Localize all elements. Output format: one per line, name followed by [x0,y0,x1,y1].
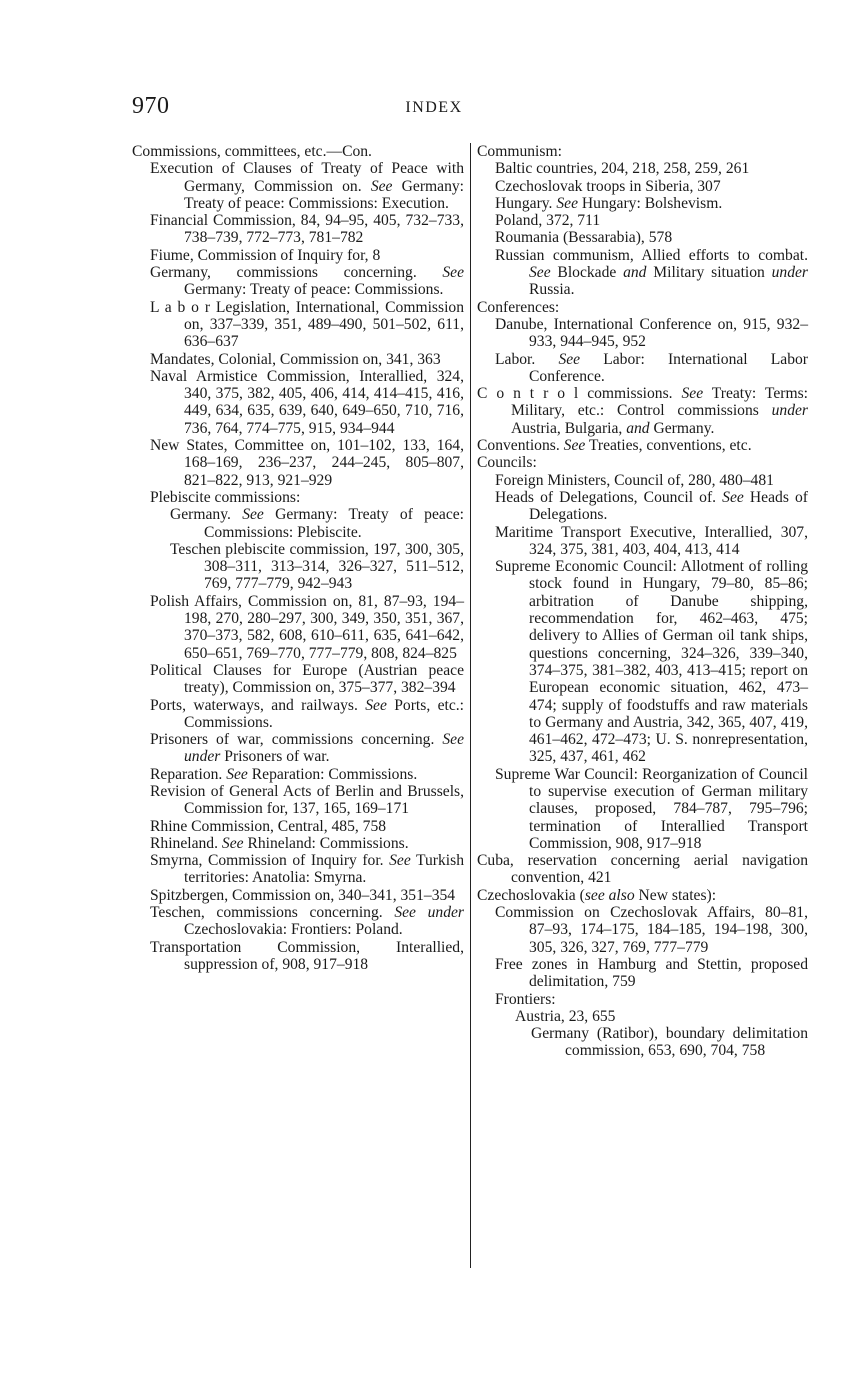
index-entry: Frontiers: [495,990,556,1008]
index-entry: Danube, International Conference on, 915, 932–933, 944–945, 952 [495,315,808,351]
index-entry: Polish Affairs, Commission on, 81, 87–93, 194–198, 270, 280–297, 300, 349, 350, 351, 367, 370–373, 582, 608, 610–611, 635, 641–642, 650–651, 769–770, 777–779, 808, 824–825 [150,592,464,662]
index-entry: Smyrna, Commission of Inquiry for. See Turkish territories: Anatolia: Smyrna. [150,852,464,887]
page-number: 970 [132,93,170,119]
index-entry: Supreme War Council: Reorganization of Council to supervise execution of German military clauses, proposed, 784–787, 795–796; termination of Interallied Transport Commission, 908, 917–918 [495,765,808,852]
index-entry: Free zones in Hamburg and Stettin, proposed delimitation, 759 [495,955,808,991]
index-entry: Germany. See Germany: Treaty of peace: Commissions: Plebiscite. [170,506,464,541]
index-entry: Fiume, Commission of Inquiry for, 8 [150,246,381,264]
index-entry: Teschen plebiscite commission, 197, 300, 305, 308–311, 313–314, 326–327, 511–512, 769, 777–779, 942–943 [170,540,464,593]
index-column-left [132,143,464,973]
index-entry: Maritime Transport Executive, Interallied, 307, 324, 375, 381, 403, 404, 413, 414 [495,523,808,558]
index-entry: Czechoslovak troops in Siberia, 307 [495,177,721,195]
index-entry: Communism: [477,143,562,160]
index-entry: Germany, commissions concerning. See Germany: Treaty of peace: Commissions. [150,264,464,299]
index-entry: Labor. See Labor: International Labor Conference. [495,350,809,385]
column-divider [470,143,471,1268]
index-entry: Cuba, reservation concerning aerial navigation convention, 421 [477,852,808,887]
index-entry: Heads of Delegations, Council of. See Heads of Delegations. [495,488,808,524]
index-entry: Political Clauses for Europe (Austrian peace treaty), Commission on, 375–377, 382–394 [150,661,464,697]
index-entry: Austria, 23, 655 [515,1007,616,1025]
index-entry: Reparation. See Reparation: Commissions. [150,765,418,783]
index-entry: Conventions. See Treaties, conventions, etc. [477,437,752,455]
index-entry: Transportation Commission, Interallied, suppression of, 908, 917–918 [150,938,464,973]
index-entry: Roumania (Bessarabia), 578 [495,229,673,247]
index-entry: Germany (Ratibor), boundary delimitation commission, 653, 690, 704, 758 [531,1025,808,1060]
index-entry: Financial Commission, 84, 94–95, 405, 732–733, 738–739, 772–773, 781–782 [150,212,464,247]
running-head: INDEX [405,99,463,116]
index-entry: Supreme Economic Council: Allotment of rolling stock found in Hungary, 79–80, 85–86; arbitration of Danube shipping, recommendation for, 462–463, 475; delivery to Allies of German oil tank ships, questions concerning, 324–326, 339–340, 374–375, 381–382, 403, 413–415; report on European economic situation, 462, 473–474; supply of foodstuffs and raw materials to Germany and Austria, 342, 365, 407, 419, 461–462, 472–473; U. S. nonrepresentation, 325, 437, 461, 462 [495,558,808,766]
index-entry: Poland, 372, 711 [495,212,601,230]
index-entry: L a b o r Legislation, International, Commission on, 337–339, 351, 489–490, 501–502, 611, 636–637 [150,298,464,351]
index-entry: Commissions, committees, etc.—Con. [132,143,372,160]
index-column-right [477,143,808,1060]
index-entry: Naval Armistice Commission, Interallied, 324, 340, 375, 382, 405, 406, 414, 414–415, 416, 449, 634, 635, 639, 640, 649–650, 710, 716, 736, 764, 774–775, 915, 934–944 [150,367,464,437]
index-entry: Revision of General Acts of Berlin and Brussels, Commission for, 137, 165, 169–171 [150,782,464,818]
index-entry: Rhineland. See Rhineland: Commissions. [150,834,409,852]
index-entry: C o n t r o l commissions. See Treaty: Terms: Military, etc.: Control commissions under Austria, Bulgaria, and Germany. [477,385,808,437]
index-entry: Foreign Ministers, Council of, 280, 480–481 [495,471,774,489]
index-entry: Prisoners of war, commissions concerning. See under Prisoners of war. [150,731,464,766]
index-entry: Russian communism, Allied efforts to combat. See Blockade and Military situation under Russia. [495,246,808,299]
index-entry: Baltic countries, 204, 218, 258, 259, 261 [495,160,750,178]
index-entry: Plebiscite commissions: [150,488,301,506]
index-entry: New States, Committee on, 101–102, 133, 164, 168–169, 236–237, 244–245, 805–807, 821–822, 913, 921–929 [150,437,464,489]
index-entry: Ports, waterways, and railways. See Ports, etc.: Commissions. [150,696,464,731]
index-entry: Czechoslovakia (see also New states): [477,886,717,904]
index-entry: Execution of Clauses of Treaty of Peace with Germany, Commission on. See Germany: Treaty of peace: Commissions: Execution. [150,160,464,212]
index-entry: Mandates, Colonial, Commission on, 341, 363 [150,350,441,368]
index-entry: Hungary. See Hungary: Bolshevism. [495,194,723,212]
index-entry: Conferences: [477,298,560,316]
index-entry: Teschen, commissions concerning. See under Czechoslovakia: Frontiers: Poland. [150,904,464,939]
index-entry: Rhine Commission, Central, 485, 758 [150,817,387,835]
index-entry: Spitzbergen, Commission on, 340–341, 351–354 [150,886,456,904]
index-entry: Commission on Czechoslovak Affairs, 80–81, 87–93, 174–175, 184–185, 194–198, 300, 305, 326, 327, 769, 777–779 [495,904,808,956]
index-entry: Councils: [477,454,537,472]
